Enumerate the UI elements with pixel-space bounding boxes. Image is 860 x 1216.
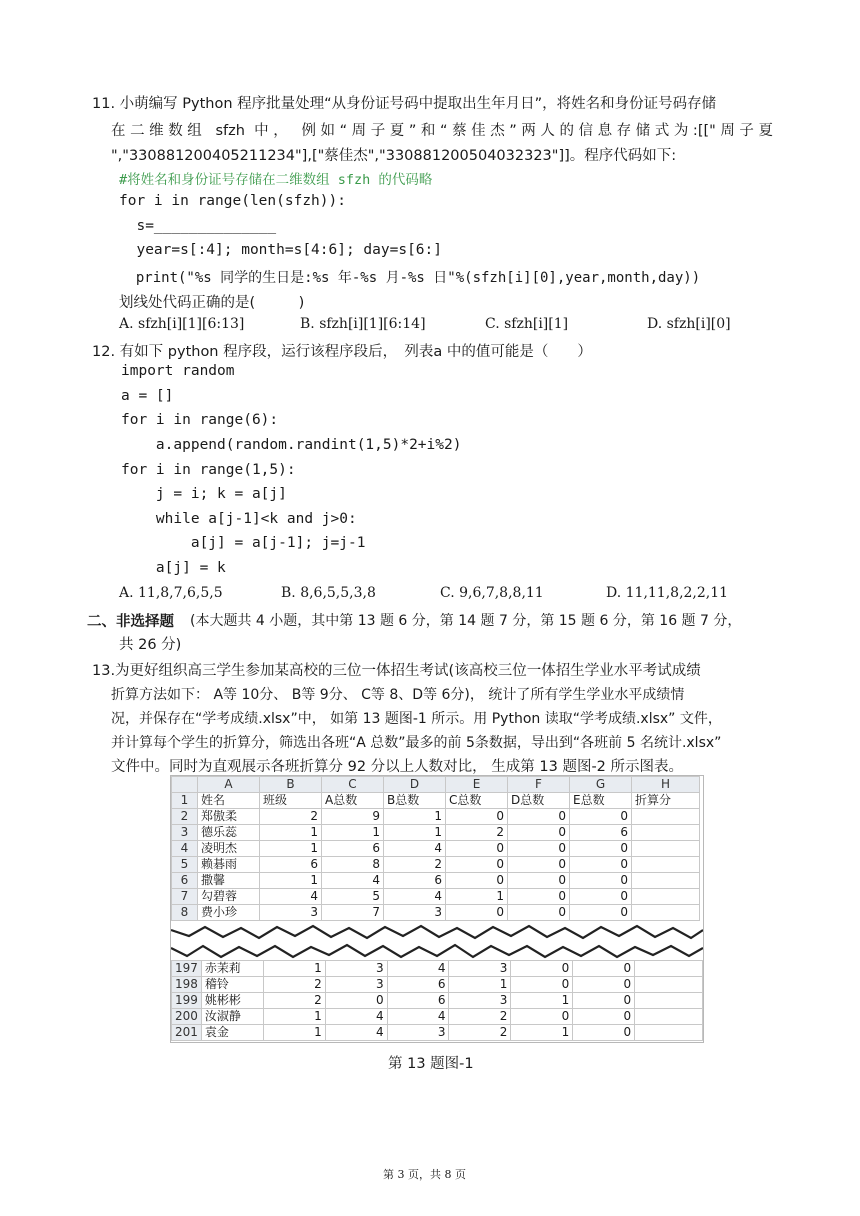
row-number: 5 xyxy=(172,857,198,873)
table-cell: 0 xyxy=(446,873,508,889)
table-cell: 德乐蕊 xyxy=(198,825,260,841)
table-cell xyxy=(632,841,700,857)
table-cell: 0 xyxy=(508,873,570,889)
table-cell: 2 xyxy=(446,825,508,841)
table-cell xyxy=(635,993,703,1009)
table-row xyxy=(172,1009,703,1025)
table-cell: 2 xyxy=(263,977,325,993)
table-cell: 4 xyxy=(325,1025,387,1041)
table-cell: 1 xyxy=(511,993,573,1009)
table-cell: 4 xyxy=(322,873,384,889)
table-row xyxy=(172,993,703,1009)
table-cell: 0 xyxy=(325,993,387,1009)
table-cell: 4 xyxy=(260,889,322,905)
table-row xyxy=(172,977,703,993)
table-cell: 6 xyxy=(322,841,384,857)
table-cell: 3 xyxy=(325,977,387,993)
table-cell: 6 xyxy=(570,825,632,841)
table-cell: E总数 xyxy=(570,793,632,809)
table-cell: 2 xyxy=(384,857,446,873)
spreadsheet-top-table xyxy=(171,776,700,921)
table-cell xyxy=(635,961,703,977)
q12-code-line: while a[j-1]<k and j>0: xyxy=(121,511,357,527)
table-cell: C总数 xyxy=(446,793,508,809)
q11-code-line: for i in range(len(sfzh)): xyxy=(119,193,346,209)
q12-code-line: import random xyxy=(121,363,235,379)
table-cell: 袁金 xyxy=(201,1025,263,1041)
table-cell: 1 xyxy=(446,889,508,905)
table-row xyxy=(172,873,700,889)
section-heading: 二、非选择题 xyxy=(87,614,174,630)
q13-line1: 13.为更好组织高三学生参加某高校的三位一体招生考试(该高校三位一体招生学业水平考试成绩 xyxy=(92,663,701,679)
table-cell: 凌明杰 xyxy=(198,841,260,857)
table-row xyxy=(172,857,700,873)
table-cell xyxy=(635,977,703,993)
table-cell: G xyxy=(570,777,632,793)
table-cell xyxy=(632,857,700,873)
row-number: 3 xyxy=(172,825,198,841)
table-cell: 0 xyxy=(508,809,570,825)
q12-option-d: D. 11,11,8,2,2,11 xyxy=(606,585,729,601)
q13-line3: 况，并保存在“学考成绩.xlsx”中， 如第 13 题图-1 所示。用 Python 读取“学考成绩.xlsx” 文件， xyxy=(111,711,722,727)
q12-option-b: B. 8,6,5,5,3,8 xyxy=(281,585,376,601)
q11-option-a: A. sfzh[i][1][6:13] xyxy=(119,316,245,332)
q12-code-line: a.append(random.randint(1,5)*2+i%2) xyxy=(121,437,462,453)
table-cell: 6 xyxy=(387,993,449,1009)
table-cell: 汝淑静 xyxy=(201,1009,263,1025)
table-cell: 1 xyxy=(260,825,322,841)
spreadsheet-bottom-table xyxy=(171,960,703,1041)
table-cell: 折算分 xyxy=(632,793,700,809)
table-cell: 0 xyxy=(573,977,635,993)
table-cell: 4 xyxy=(325,1009,387,1025)
row-number xyxy=(172,777,198,793)
table-cell xyxy=(632,873,700,889)
table-cell: 0 xyxy=(570,841,632,857)
spreadsheet-figure xyxy=(170,775,704,1043)
row-number: 6 xyxy=(172,873,198,889)
q11-code-comment: #将姓名和身份证号存储在二维数组 sfzh 的代码略 xyxy=(119,172,433,188)
row-number: 4 xyxy=(172,841,198,857)
table-cell: D xyxy=(384,777,446,793)
table-row xyxy=(172,825,700,841)
table-cell: 0 xyxy=(570,809,632,825)
q11-option-b: B. sfzh[i][1][6:14] xyxy=(300,316,426,332)
table-cell: 0 xyxy=(573,1025,635,1041)
table-cell: 1 xyxy=(322,825,384,841)
table-cell: 2 xyxy=(449,1025,511,1041)
q11-option-c: C. sfzh[i][1] xyxy=(485,316,569,332)
section-description: (本大题共 4 小题，其中第 13 题 6 分，第 14 题 7 分，第 15 题 6 分，第 16 题 7 分， xyxy=(190,613,742,629)
table-row xyxy=(172,961,703,977)
row-number: 200 xyxy=(172,1009,202,1025)
table-cell: 0 xyxy=(511,1009,573,1025)
table-cell: 0 xyxy=(508,889,570,905)
table-cell: 1 xyxy=(263,1025,325,1041)
table-cell: 3 xyxy=(449,961,511,977)
table-cell: 9 xyxy=(322,809,384,825)
table-row xyxy=(172,809,700,825)
table-cell xyxy=(632,905,700,921)
table-cell: 1 xyxy=(263,961,325,977)
table-cell: 0 xyxy=(446,857,508,873)
table-cell: 1 xyxy=(260,841,322,857)
table-cell: 7 xyxy=(322,905,384,921)
table-cell: D总数 xyxy=(508,793,570,809)
table-row xyxy=(172,905,700,921)
table-cell: 费小珍 xyxy=(198,905,260,921)
q12-code-line: for i in range(1,5): xyxy=(121,462,296,478)
table-cell: 4 xyxy=(384,841,446,857)
table-cell: 8 xyxy=(322,857,384,873)
q11-question: 划线处代码正确的是( ) xyxy=(119,295,305,311)
table-cell: 3 xyxy=(260,905,322,921)
table-cell: 0 xyxy=(570,857,632,873)
table-cell xyxy=(632,889,700,905)
table-cell: H xyxy=(632,777,700,793)
table-cell: 1 xyxy=(260,873,322,889)
table-row xyxy=(172,889,700,905)
table-cell: 0 xyxy=(446,905,508,921)
row-number: 1 xyxy=(172,793,198,809)
q12-code-line: a[j] = k xyxy=(121,560,226,576)
table-cell: 1 xyxy=(384,825,446,841)
table-cell: 5 xyxy=(322,889,384,905)
q11-option-d: D. sfzh[i][0] xyxy=(647,316,731,332)
table-cell: B xyxy=(260,777,322,793)
q11-code-line: print("%s 同学的生日是:%s 年-%s 月-%s 日"%(sfzh[i][0],year,month,day)) xyxy=(119,270,701,286)
table-cell xyxy=(632,825,700,841)
table-cell: 0 xyxy=(570,905,632,921)
figure-caption: 第 13 题图-1 xyxy=(388,1056,474,1072)
table-cell: 0 xyxy=(508,857,570,873)
table-cell: 郑傲柔 xyxy=(198,809,260,825)
row-number: 198 xyxy=(172,977,202,993)
table-cell: 4 xyxy=(384,889,446,905)
table-cell: 0 xyxy=(573,961,635,977)
table-cell: 3 xyxy=(384,905,446,921)
table-cell: 撒馨 xyxy=(198,873,260,889)
table-cell: 0 xyxy=(446,841,508,857)
table-cell xyxy=(635,1025,703,1041)
table-cell: 姓名 xyxy=(198,793,260,809)
table-cell: 4 xyxy=(387,961,449,977)
table-cell: 4 xyxy=(387,1009,449,1025)
q11-line2: 在二维数组 sfzh 中， 例如“周子夏”和“蔡佳杰”两人的信息存储式为:[["周子夏 xyxy=(111,123,773,139)
table-cell: C xyxy=(322,777,384,793)
table-cell: 3 xyxy=(449,993,511,1009)
table-cell: 3 xyxy=(325,961,387,977)
table-row xyxy=(172,841,700,857)
row-number: 8 xyxy=(172,905,198,921)
table-cell: 0 xyxy=(446,809,508,825)
table-cell: 0 xyxy=(573,993,635,1009)
row-number: 197 xyxy=(172,961,202,977)
table-cell: 0 xyxy=(511,977,573,993)
row-number: 7 xyxy=(172,889,198,905)
table-cell: 2 xyxy=(263,993,325,1009)
q11-line1: 11. 小萌编写 Python 程序批量处理“从身份证号码中提取出生年月日”，将姓名和身份证号码存储 xyxy=(92,96,717,112)
table-cell: 1 xyxy=(449,977,511,993)
table-cell: 6 xyxy=(260,857,322,873)
table-cell: 3 xyxy=(387,1025,449,1041)
table-cell: 0 xyxy=(508,841,570,857)
table-cell: 班级 xyxy=(260,793,322,809)
table-cell: 1 xyxy=(384,809,446,825)
table-cell: 0 xyxy=(508,905,570,921)
table-cell: 1 xyxy=(263,1009,325,1025)
q12-code-line: a[j] = a[j-1]; j=j-1 xyxy=(121,535,366,551)
q12-option-c: C. 9,6,7,8,8,11 xyxy=(440,585,544,601)
table-cell: 稽铃 xyxy=(201,977,263,993)
table-cell: 赤茉莉 xyxy=(201,961,263,977)
header-row xyxy=(172,793,700,809)
table-cell: 赖碁雨 xyxy=(198,857,260,873)
q13-line5: 文件中。同时为直观展示各班折算分 92 分以上人数对比， 生成第 13 题图-2 所示图表。 xyxy=(111,759,684,775)
q11-code-line: s=______________ xyxy=(119,218,277,234)
table-cell: 姚彬彬 xyxy=(201,993,263,1009)
section-description-cont: 共 26 分) xyxy=(119,637,182,653)
q13-line2: 折算方法如下： A等 10分、 B等 9分、 C等 8、D等 6分)， 统计了所有学生学业水平成绩情 xyxy=(111,687,685,703)
table-cell: 0 xyxy=(573,1009,635,1025)
page-footer: 第 3 页，共 8 页 xyxy=(383,1168,466,1181)
table-cell: 0 xyxy=(508,825,570,841)
row-number: 199 xyxy=(172,993,202,1009)
q11-code-line: year=s[:4]; month=s[4:6]; day=s[6:] xyxy=(119,242,443,258)
table-cell: B总数 xyxy=(384,793,446,809)
q12-code-line: for i in range(6): xyxy=(121,412,279,428)
table-cell: 6 xyxy=(387,977,449,993)
table-cell: 0 xyxy=(570,889,632,905)
table-cell: 1 xyxy=(511,1025,573,1041)
row-number: 2 xyxy=(172,809,198,825)
q12-option-a: A. 11,8,7,6,5,5 xyxy=(119,585,223,601)
table-cell: 0 xyxy=(511,961,573,977)
table-cell: 2 xyxy=(449,1009,511,1025)
torn-page-break xyxy=(171,922,703,960)
column-header-row xyxy=(172,777,700,793)
table-cell: 勾碧蓉 xyxy=(198,889,260,905)
table-cell xyxy=(632,809,700,825)
row-number: 201 xyxy=(172,1025,202,1041)
table-cell: 0 xyxy=(570,873,632,889)
table-cell xyxy=(635,1009,703,1025)
table-cell: E xyxy=(446,777,508,793)
q12-code-line: a = [] xyxy=(121,388,174,404)
q12-code-line: j = i; k = a[j] xyxy=(121,486,287,502)
table-cell: A xyxy=(198,777,260,793)
table-cell: 6 xyxy=(384,873,446,889)
q13-line4: 并计算每个学生的折算分，筛选出各班“A 总数”最多的前 5条数据，导出到“各班前 5 名统计.xlsx” xyxy=(111,735,722,751)
q12-line1: 12. 有如下 python 程序段，运行该程序段后， 列表a 中的值可能是（ ） xyxy=(92,344,592,360)
q11-line3: ","330881200405211234"],["蔡佳杰","330881200504032323"]]。程序代码如下: xyxy=(111,148,677,164)
table-cell: F xyxy=(508,777,570,793)
table-cell: A总数 xyxy=(322,793,384,809)
table-row xyxy=(172,1025,703,1041)
table-cell: 2 xyxy=(260,809,322,825)
